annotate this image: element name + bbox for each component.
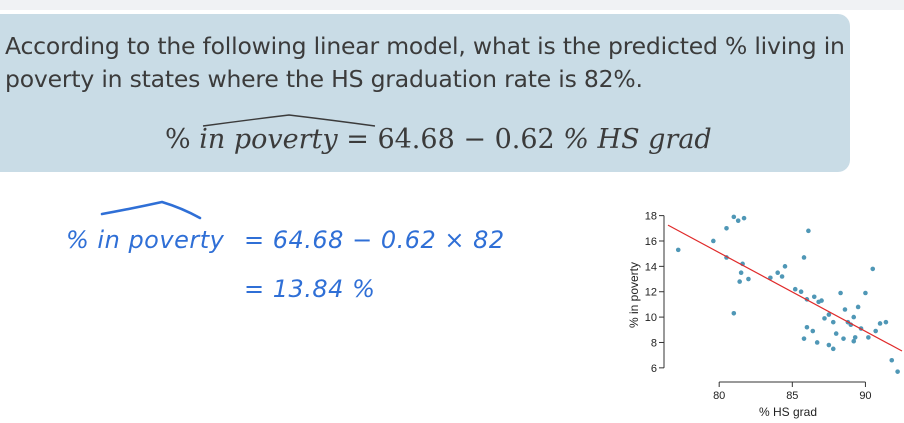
data-point xyxy=(724,226,729,231)
y-tick-label: 6 xyxy=(650,362,657,375)
y-tick-label: 10 xyxy=(644,312,657,325)
data-point xyxy=(783,264,788,269)
formula-slope: 0.62 xyxy=(494,124,555,155)
data-point xyxy=(815,340,820,345)
hat-icon xyxy=(199,112,379,128)
question-line-1: According to the following linear model, what is the predicted % living in xyxy=(5,32,845,60)
handwritten-label: % in poverty xyxy=(66,226,225,254)
data-point xyxy=(878,321,883,326)
formula-lhs-percent: % xyxy=(165,124,191,155)
data-point xyxy=(805,325,810,330)
data-point xyxy=(870,267,875,272)
question-line-2: poverty in states where the HS graduation rate is 82%. xyxy=(5,65,643,93)
y-tick-label: 14 xyxy=(644,261,657,274)
y-tick-label: 16 xyxy=(644,235,657,248)
x-tick-label: 80 xyxy=(713,390,726,402)
data-point xyxy=(831,347,836,352)
data-point xyxy=(799,289,804,294)
formula-lhs-var: in poverty xyxy=(199,124,338,155)
data-point xyxy=(863,291,868,296)
data-point xyxy=(831,320,836,325)
x-tick-label: 85 xyxy=(786,390,799,402)
formula-intercept: 64.68 xyxy=(377,124,455,155)
data-point xyxy=(806,229,811,234)
data-point xyxy=(819,298,824,303)
data-point xyxy=(732,311,737,316)
y-tick-label: 18 xyxy=(644,210,657,223)
data-point xyxy=(851,315,856,320)
data-point xyxy=(827,343,832,348)
data-point xyxy=(841,336,846,341)
y-tick-label: 12 xyxy=(644,286,657,299)
data-point xyxy=(802,255,807,260)
y-axis xyxy=(645,211,664,375)
data-point xyxy=(676,248,681,253)
handwritten-expression: = 64.68 − 0.62 × 82 xyxy=(244,226,505,254)
x-axis-label: % HS grad xyxy=(758,405,818,419)
data-point xyxy=(812,295,817,300)
data-point xyxy=(834,331,839,336)
data-point xyxy=(736,218,741,223)
y-axis-label: % in poverty xyxy=(627,261,641,329)
x-tick-label: 90 xyxy=(859,390,872,402)
formula-rhs-var: % HS grad xyxy=(563,124,712,155)
data-point xyxy=(793,287,798,292)
regression-line-group xyxy=(668,225,902,351)
regression-line xyxy=(668,225,902,351)
data-point xyxy=(884,320,889,325)
data-point xyxy=(810,329,815,334)
formula-lhs-hat-group xyxy=(199,124,337,155)
data-point xyxy=(866,335,871,340)
top-strip xyxy=(0,0,904,10)
data-point xyxy=(843,307,848,312)
data-point xyxy=(742,216,747,221)
data-point xyxy=(856,305,861,310)
handwritten-result: = 13.84 % xyxy=(244,275,376,303)
regression-formula xyxy=(165,124,725,164)
data-point xyxy=(822,316,827,321)
data-point xyxy=(873,329,878,334)
data-point xyxy=(851,339,856,344)
data-point xyxy=(838,291,843,296)
scatter-chart xyxy=(620,200,904,420)
data-point xyxy=(737,279,742,284)
y-tick-label: 8 xyxy=(650,337,657,350)
data-point xyxy=(802,336,807,341)
question-text xyxy=(5,30,845,96)
formula-equals: = xyxy=(346,124,369,155)
data-point xyxy=(739,270,744,275)
data-points xyxy=(676,215,900,374)
handwritten-hat-icon xyxy=(100,198,205,228)
data-point xyxy=(895,369,900,374)
formula-minus: − xyxy=(463,124,486,155)
data-point xyxy=(711,239,716,244)
data-point xyxy=(775,270,780,275)
x-axis xyxy=(713,382,872,402)
data-point xyxy=(732,215,737,220)
data-point xyxy=(746,277,751,282)
data-point xyxy=(780,274,785,279)
data-point xyxy=(889,358,894,363)
